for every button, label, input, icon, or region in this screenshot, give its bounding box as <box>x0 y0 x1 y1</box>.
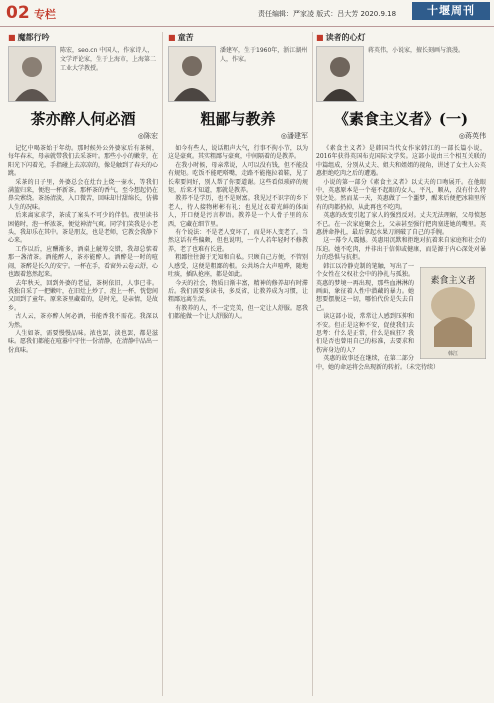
editor-info: 责任编辑：严家凌 版式：吕大芳 2020.9.18 <box>258 10 397 18</box>
article-title: 茶亦醉人何必酒 <box>30 110 136 128</box>
article-body <box>8 145 158 355</box>
paragraph: 英惠的改变引起了家人的强烈反对。丈夫无法理解，父母愤怒不已。在一次家庭聚会上，父亲甚至强行把肉塞进她的嘴里。英惠拼命挣扎，最后拿起水果刀割破了自己的手腕。 <box>316 212 486 237</box>
article-title: 粗鄙与教养 <box>200 110 276 128</box>
paragraph: 教养不是学历，也不是财富。我见过不识字的乡下老人，待人接物彬彬有礼；也见过衣着光鲜的体面人，开口便是污言秽语。教养是一个人骨子里的东西，它藏在细节里。 <box>168 195 308 228</box>
paragraph: 有个说法：不是老人变坏了，而是坏人变老了。当然这话有些偏颇，但也说明，一个人若年轻时不修教养，老了也难有长进。 <box>168 229 308 253</box>
paragraph: 今天的社会，物质日渐丰富，精神的修养却有时滞后。我们需要多读书，多反省，让教养成为习惯，让粗鄙远离生活。 <box>168 279 308 304</box>
article-byline: ◎蒋英伟 <box>458 132 486 140</box>
paragraph: 后来离家求学，茶成了案头不可少的伴侣。夜里读书困倦时，泡一杯浓茶，便觉神清气爽。同学们笑我是小老头，我却乐在其中。茶是朋友，也是老师，它教会我静下心来。 <box>8 212 158 245</box>
book-cover-title: 素食主义者 <box>430 275 476 286</box>
paragraph: 韩江以冷静克制的笔触，写出了一个女性在父权社会中的挣扎与孤独。英惠的梦境一再出现，那些血淋淋的画面，象征着人性中潜藏的暴力。她想要摆脱这一切，哪怕代价是失去自己。 <box>316 262 414 312</box>
paragraph: 读这部小说，常常让人感到压抑和不安。但正是这种不安，促使我们去思考：什么是正常，什么是疯狂？我们是否也曾用自己的标准，去要求和伤害身边的人？ <box>316 313 414 354</box>
paragraph: 记忆中喝茶始于年幼。那时候外公外婆家后有茶树，每年春末，母亲就带我们去采茶叶。那些小小的嫩芽，在阳光下闪着光，手指碰上去凉凉的，像是触到了春天的心跳。 <box>8 145 158 178</box>
article-body <box>316 145 486 372</box>
paragraph: 粗鄙往往源于无知和自私。只顾自己方便，不管别人感受，这便是粗鄙的根。公共场合大声喧哗，随地吐痰，插队抢座，都是如此。 <box>168 254 308 279</box>
paragraph: 英惠的故事还在继续，在第二部分中，她的命运将会出现新的转折。（未完待续） <box>316 355 440 371</box>
paragraph: 有教养的人，不一定完美，但一定让人舒服。愿我们都能做一个让人舒服的人。 <box>168 304 308 321</box>
column-tag-label: 魔都行吟 <box>17 33 50 42</box>
column-tag-label: 读者的心灯 <box>325 33 366 42</box>
article-title: 《素食主义者》(一) <box>333 110 469 128</box>
paragraph: 采茶的日子里，外婆总会在灶台上烧一壶水，等我们满篮归来，便泡一杯新茶。那杯茶的香气，至今想起仍在鼻尖萦绕。茶汤清淡，入口微苦，回味却甘甜绵长，仿佛人生的况味。 <box>8 178 158 211</box>
book-cover-image <box>420 267 486 359</box>
author-photo <box>316 46 364 102</box>
column-article-vegetarian <box>316 32 486 696</box>
paragraph: 这一幕令人震撼。英惠用沉默和拒绝对抗着来自家庭和社会的压迫。她不吃肉，并非出于信仰或健康，而是源于内心深处对暴力的恐惧与抗拒。 <box>316 237 486 262</box>
paragraph: 古人云，茶亦醉人何必酒，书能香我不需花。我深以为然。 <box>8 313 158 329</box>
column-divider <box>312 32 313 696</box>
column-tag <box>168 32 308 43</box>
author-bio: 陈宏，seo.cn 中国人，作家诗人，文学评论家，生于上海市，上海第二工业大学教授。 <box>60 47 157 72</box>
article-byline: ◎潘建军 <box>280 132 308 140</box>
square-icon: ■ <box>8 33 16 42</box>
article-body <box>168 145 308 322</box>
square-icon: ■ <box>168 33 176 42</box>
author-bio: 蒋英伟，小说家，擅长刻画与浪漫。 <box>368 47 465 54</box>
author-bio: 潘建军，生于1960年，浙江湖州人，作家。 <box>220 47 308 63</box>
column-article-tea <box>8 32 158 696</box>
page-number: 02 <box>6 3 30 23</box>
article-byline: ◎陈宏 <box>137 132 158 140</box>
column-tag <box>8 32 158 43</box>
section-title: 专栏 <box>34 8 56 21</box>
paragraph: 如今有些人，说话粗声大气，行事不拘小节，以为这是豪爽。其实粗鄙与豪爽，中间隔着的是教养。 <box>168 145 308 161</box>
square-icon: ■ <box>316 33 324 42</box>
newspaper-brand: 十堰周刊 <box>412 2 490 20</box>
column-tag-label: 童苦 <box>177 33 194 42</box>
paragraph: 去年秋天，回到外婆的老屋，茶树依旧，人事已非。我独自采了一把嫩叶，在旧灶上炒了，泡上一杯，恍惚间又回到了童年。原来茶里藏着的，是时光，是亲情，是故乡。 <box>8 279 158 312</box>
paragraph: 《素食主义者》是韩国当代女作家韩江的一部长篇小说，2016年获得英国布克国际文学奖。这部小说由三个相互关联的中篇组成，分别从丈夫、姐夫和姐姐的视角，讲述了女主人公英惠拒绝吃肉之后的遭遇。 <box>316 145 486 178</box>
column-article-manners <box>168 32 308 696</box>
author-photo <box>8 46 56 102</box>
paragraph: 人生如茶，需要慢慢品味。浓也罢，淡也罢，都是滋味。愿我们都能在喧嚣中守住一份清静，在清静中品出一份真味。 <box>8 329 158 354</box>
author-photo <box>168 46 216 102</box>
column-tag <box>316 32 486 43</box>
paragraph: 小说的第一部分《素食主义者》以丈夫的口吻展开。在他眼中，英惠原本是一个毫不起眼的女人，平凡、顺从，没有什么特别之处。然而某一天，英惠做了一个噩梦，醒来后便把冰箱里所有的肉都扔掉，从此再也不吃肉。 <box>316 178 486 211</box>
page-header <box>0 0 494 27</box>
column-divider <box>162 32 163 696</box>
paragraph: 工作以后，应酬渐多，酒桌上觥筹交错，我却总惦着那一盏清茶。酒能醉人，茶亦能醉人。酒醉是一时的喧闹，茶醉是长久的安宁。一杯在手，看窗外云卷云舒，心也跟着悠然起来。 <box>8 245 158 279</box>
book-cover-author: 韩江 <box>447 350 459 357</box>
paragraph: 在我小时候，母亲常说，人可以没有钱，但不能没有规矩。吃饭不能吧嗒嘴，走路不能拖拉着鞋，见了长辈要问好，别人帮了你要道谢。这些看似琐碎的规矩，后来才知道，那就是教养。 <box>168 161 308 195</box>
